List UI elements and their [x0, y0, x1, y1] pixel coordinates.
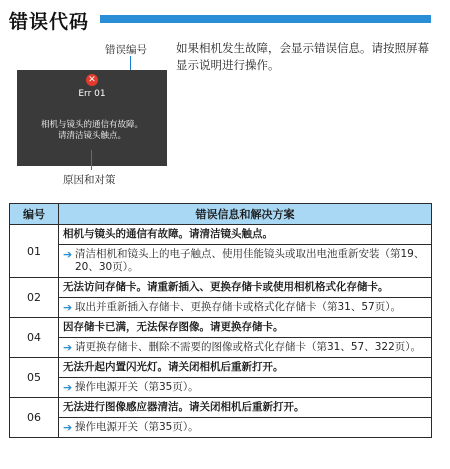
error-message-line1: 相机与镜头的通信有故障。: [40, 120, 143, 130]
error-solution: 取出并重新插入存储卡、更换存储卡或格式化存储卡（第31、57页）。: [75, 301, 401, 313]
table-row: [10, 225, 432, 278]
header-code: 编号: [10, 204, 59, 225]
error-code: 01: [10, 225, 59, 278]
arrow-right-icon: ➔: [63, 341, 73, 354]
error-solution: 操作电源开关（第35页）。: [75, 421, 199, 433]
table-row: [10, 318, 432, 358]
error-solution: 请更换存储卡、删除不需要的图像或格式化存储卡（第31、57、322页）。: [75, 341, 422, 353]
arrow-right-icon: ➔: [63, 301, 73, 314]
callout-line-top: [130, 56, 131, 70]
error-cause: 相机与镜头的通信有故障。请清洁镜头触点。: [59, 225, 431, 245]
callout-error-number: 错误编号: [105, 44, 147, 56]
error-cause: 无法升起内置闪光灯。请关闭相机后重新打开。: [59, 358, 431, 378]
title-accent-bar: [100, 15, 431, 23]
arrow-right-icon: ➔: [63, 381, 73, 394]
error-solution: 清洁相机和镜头上的电子触点、使用佳能镜头或取出电池重新安装（第19、20、30页）。: [75, 248, 425, 273]
camera-screen: [17, 70, 167, 166]
error-code: 06: [10, 398, 59, 438]
table-row: [10, 398, 432, 438]
error-message-line2: 请清洁镜头触点。: [57, 131, 126, 141]
error-code-text: Err 01: [78, 89, 106, 99]
page-title: 错误代码: [9, 11, 90, 33]
error-cause: 无法访问存储卡。请重新插入、更换存储卡或使用相机格式化存储卡。: [59, 278, 431, 298]
arrow-right-icon: ➔: [63, 248, 73, 261]
error-cause: 无法进行图像感应器清洁。请关闭相机后重新打开。: [59, 398, 431, 418]
header-info: 错误信息和解决方案: [59, 204, 432, 225]
description-text: 如果相机发生故障，会显示错误信息。请按照屏幕显示说明进行操作。: [176, 41, 429, 72]
error-x-icon: ✕: [86, 74, 98, 86]
error-code: 02: [10, 278, 59, 318]
arrow-right-icon: ➔: [63, 421, 73, 434]
error-solution: 操作电源开关（第35页）。: [75, 381, 199, 393]
callout-line-bottom: [91, 150, 92, 170]
table-row: [10, 278, 432, 318]
error-code: 04: [10, 318, 59, 358]
table-row: [10, 358, 432, 398]
error-code: 05: [10, 358, 59, 398]
error-code-table: [9, 203, 432, 438]
error-cause: 因存储卡已满，无法保存图像。请更换存储卡。: [59, 318, 431, 338]
callout-cause: 原因和对策: [63, 174, 116, 186]
